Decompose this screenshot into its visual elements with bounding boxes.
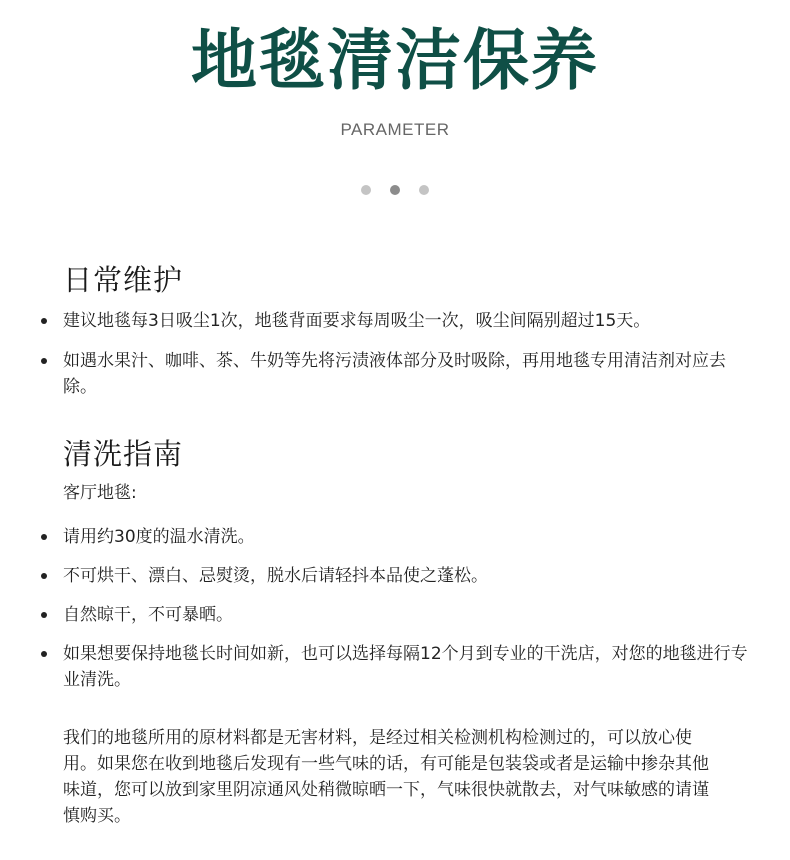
page-subtitle: PARAMETER	[340, 120, 450, 139]
page-title: 地毯清洁保养	[191, 22, 599, 99]
wash-list	[63, 524, 753, 693]
list-item: 不可烘干、漂白、忌熨烫，脱水后请轻抖本品使之蓬松。	[63, 563, 753, 589]
list-item: 建议地毯每3日吸尘1次，地毯背面要求每周吸尘一次，吸尘间隔别超过15天。	[63, 308, 753, 334]
carousel-indicator	[0, 185, 790, 195]
list-item: 请用约30度的温水清洗。	[63, 524, 753, 550]
section-heading-wash: 清洗指南	[63, 437, 184, 471]
carousel-dot-active[interactable]	[390, 185, 400, 195]
daily-list	[63, 308, 753, 400]
carousel-dot[interactable]	[361, 185, 371, 195]
list-item: 自然晾干，不可暴晒。	[63, 602, 753, 628]
content	[63, 258, 753, 829]
wash-label: 客厅地毯:	[63, 483, 137, 503]
carousel-dot[interactable]	[419, 185, 429, 195]
section-heading-daily: 日常维护	[63, 263, 184, 297]
list-item: 如果想要保持地毯长时间如新，也可以选择每隔12个月到专业的干洗店，对您的地毯进行专业清洗。	[63, 641, 753, 693]
note-paragraph: 我们的地毯所用的原材料都是无害材料，是经过相关检测机构检测过的，可以放心使用。如果您在收到地毯后发现有一些气味的话，有可能是包装袋或者是运输中掺杂其他味道，您可以放到家里阴凉通风处稍微晾晒一下，气味很快就散去，对气味敏感的请谨慎购买。	[63, 728, 709, 826]
list-item: 如遇水果汁、咖啡、茶、牛奶等先将污渍液体部分及时吸除，再用地毯专用清洁剂对应去除。	[63, 348, 753, 400]
